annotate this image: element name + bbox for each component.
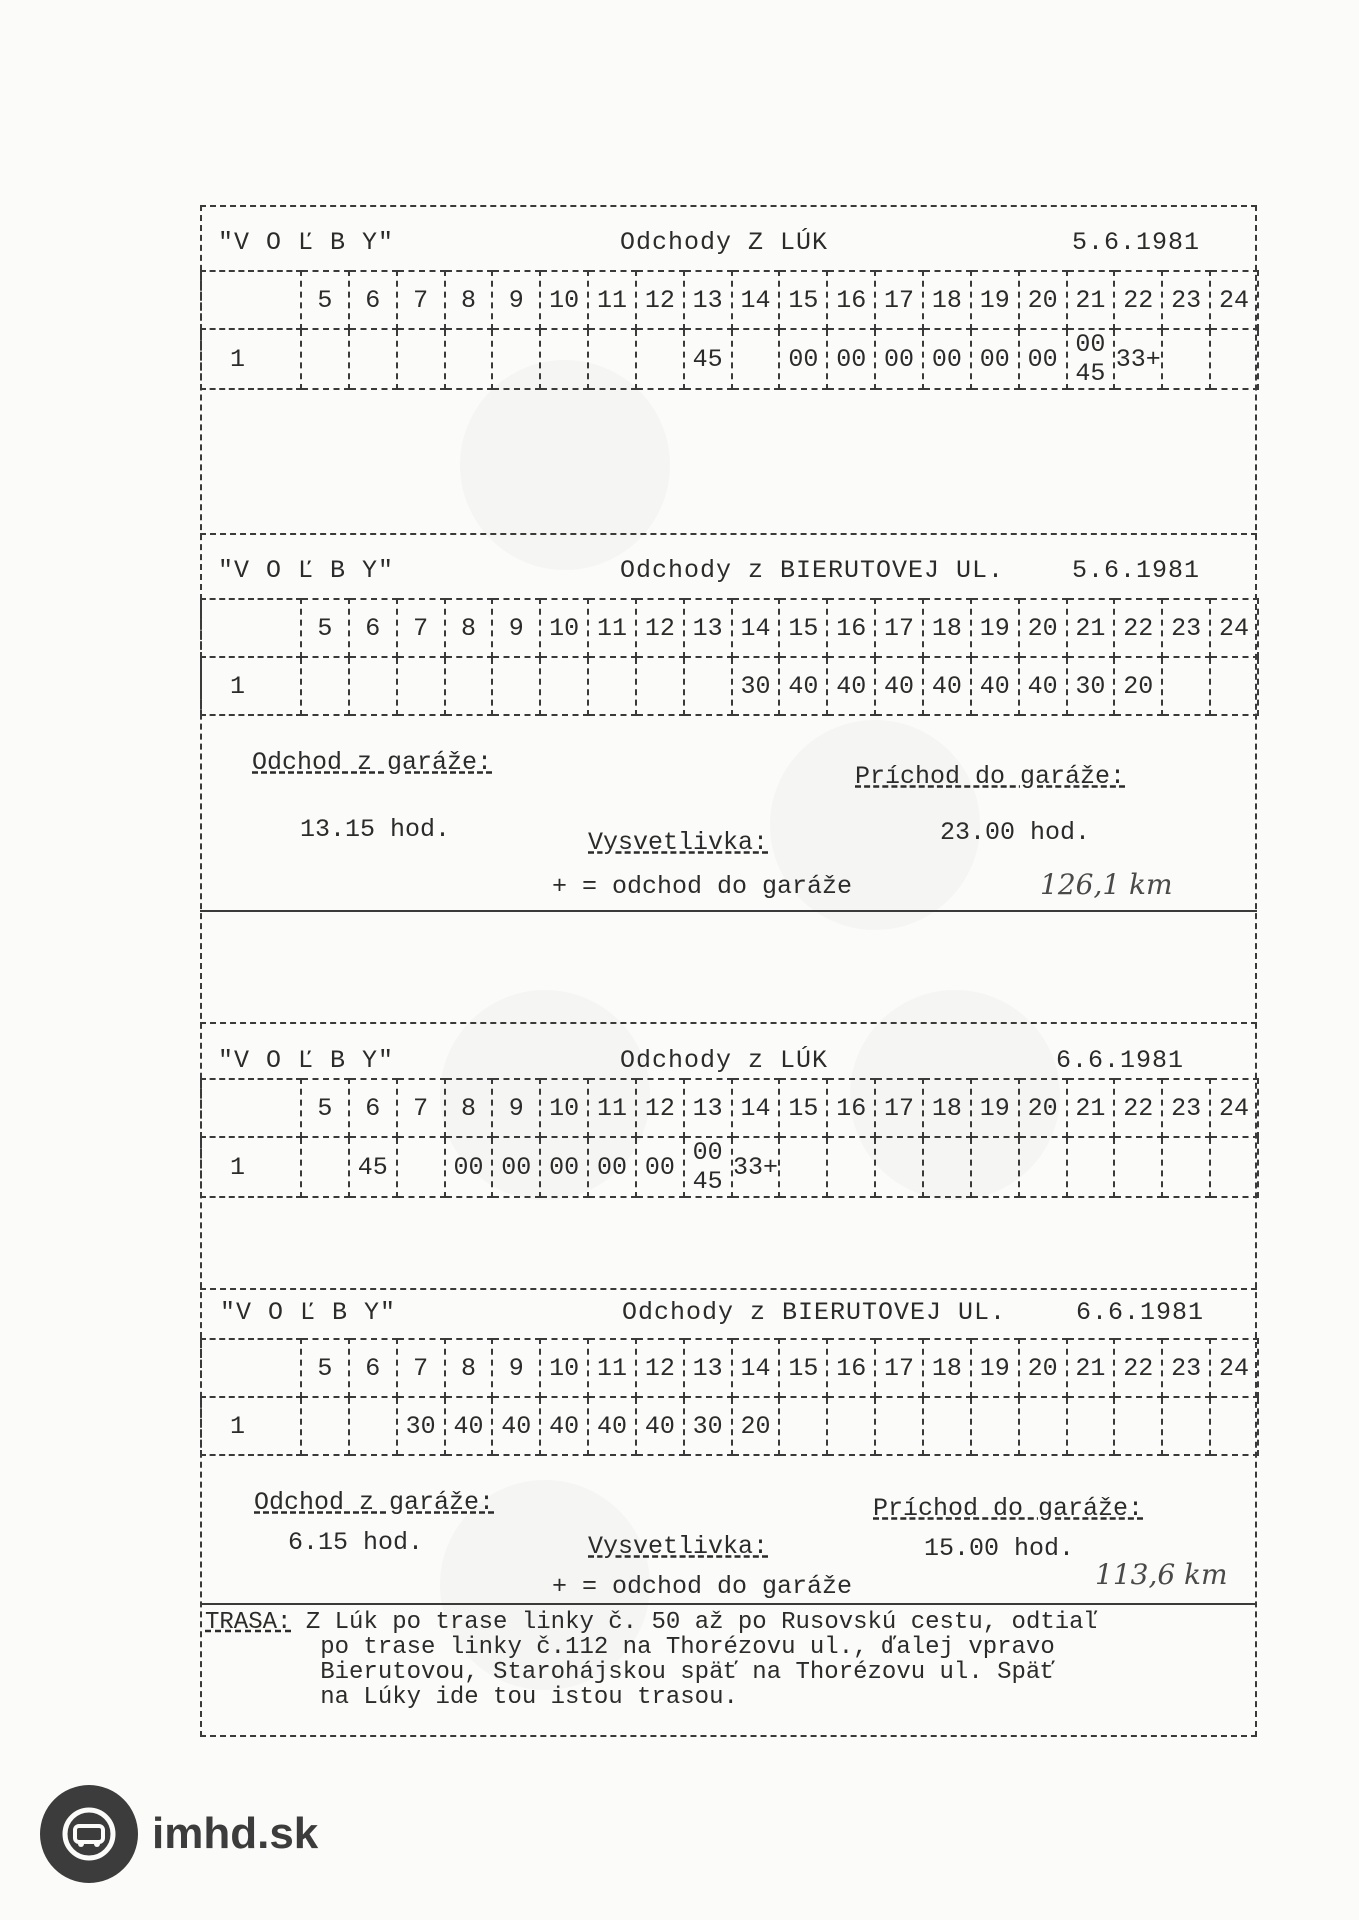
departure-cell: [1210, 1137, 1258, 1197]
hour-header: 13: [684, 271, 732, 329]
hour-header: 18: [923, 599, 971, 657]
hour-header: 14: [732, 1339, 780, 1397]
departure-cell: 40: [971, 657, 1019, 715]
trasa-line-1: Z Lúk po trase linky č. 50 až po Rusovskú cestu, odtiaľ: [305, 1609, 1098, 1636]
hour-header: 19: [971, 1079, 1019, 1137]
trasa-line-3: Bierutovou, Starohájskou späť na Thorézovu ul. Späť: [320, 1659, 1055, 1686]
hour-header: 6: [349, 1339, 397, 1397]
hour-header: 23: [1162, 1079, 1210, 1137]
departure-cell: [492, 329, 540, 389]
departure-cell: [1210, 1397, 1258, 1455]
departure-cell: [301, 657, 349, 715]
hour-header: 14: [732, 1079, 780, 1137]
departure-cell: [540, 657, 588, 715]
hour-header: 5: [301, 271, 349, 329]
departure-cell: 33+: [732, 1137, 780, 1197]
section-date: 5.6.1981: [1072, 556, 1201, 585]
section-title: "V O Ľ B Y": [218, 1046, 395, 1075]
departure-cell: [1067, 1397, 1115, 1455]
departure-cell: [301, 1397, 349, 1455]
corner-cell: [201, 1339, 301, 1397]
hour-header: 20: [1019, 1339, 1067, 1397]
hour-header: 16: [827, 1339, 875, 1397]
hour-header: 13: [684, 1079, 732, 1137]
hour-header: 15: [779, 1339, 827, 1397]
hour-header: 16: [827, 1079, 875, 1137]
section-route: Odchody Z LÚK: [620, 228, 829, 257]
hour-header: 8: [445, 1079, 493, 1137]
hour-header: 13: [684, 599, 732, 657]
hour-header: 6: [349, 1079, 397, 1137]
hour-header: 23: [1162, 271, 1210, 329]
corner-cell: [201, 599, 301, 657]
hour-header: 9: [492, 1339, 540, 1397]
departure-cell: [397, 329, 445, 389]
departure-cell: 40: [923, 657, 971, 715]
hour-header: 21: [1067, 599, 1115, 657]
hour-header: 22: [1114, 599, 1162, 657]
departure-cell: [349, 1397, 397, 1455]
departure-cell: [1210, 657, 1258, 715]
hour-header: 17: [875, 1339, 923, 1397]
hour-header: 6: [349, 599, 397, 657]
hour-header: 11: [588, 271, 636, 329]
hour-header: 14: [732, 271, 780, 329]
timetable-table: [200, 1338, 1259, 1456]
hour-header: 11: [588, 1079, 636, 1137]
departure-cell: 33+: [1114, 329, 1162, 389]
hour-header: 15: [779, 1079, 827, 1137]
departure-cell: 00: [827, 329, 875, 389]
departure-cell: [1019, 1397, 1067, 1455]
departure-cell: [1114, 1397, 1162, 1455]
hour-header: 21: [1067, 271, 1115, 329]
timetable-table: [200, 1078, 1259, 1198]
hour-header: 6: [349, 271, 397, 329]
departure-cell: [923, 1137, 971, 1197]
timetable-grid: [200, 598, 1259, 716]
departure-cell: [779, 1397, 827, 1455]
hour-header: 17: [875, 271, 923, 329]
departure-cell: [1067, 1137, 1115, 1197]
departure-cell: [971, 1137, 1019, 1197]
departure-cell: [971, 1397, 1019, 1455]
departure-cell: 00: [588, 1137, 636, 1197]
prichod-time: 15.00 hod.: [924, 1534, 1075, 1563]
hour-header: 9: [492, 599, 540, 657]
legend-text: + = odchod do garáže: [552, 1572, 853, 1601]
hour-header: 20: [1019, 599, 1067, 657]
departure-cell: 30: [1067, 657, 1115, 715]
hour-header: 7: [397, 599, 445, 657]
departure-cell: 45: [684, 329, 732, 389]
section-date: 5.6.1981: [1072, 228, 1201, 257]
hour-header: 22: [1114, 271, 1162, 329]
hour-header: 9: [492, 271, 540, 329]
timetable-table: [200, 598, 1259, 716]
section-route: Odchody z BIERUTOVEJ UL.: [622, 1298, 1007, 1327]
departure-cell: [301, 329, 349, 389]
hour-header: 19: [971, 1339, 1019, 1397]
odchod-label: Odchod z garáže:: [254, 1488, 495, 1517]
departure-cell: [1162, 657, 1210, 715]
hour-header: 16: [827, 271, 875, 329]
vysvetlivka-label: Vysvetlivka:: [588, 828, 769, 857]
section-date: 6.6.1981: [1076, 1298, 1205, 1327]
handwritten-distance: 113,6 km: [1095, 1558, 1228, 1591]
departure-cell: [1114, 1137, 1162, 1197]
section-date: 6.6.1981: [1056, 1046, 1185, 1075]
trasa-label: TRASA:: [205, 1609, 292, 1636]
hour-header: 14: [732, 599, 780, 657]
departure-cell: [636, 657, 684, 715]
hour-header: 22: [1114, 1339, 1162, 1397]
departure-cell: [397, 657, 445, 715]
hour-header: 10: [540, 1079, 588, 1137]
trasa-line-2: po trase linky č.112 na Thorézovu ul., ďalej vpravo: [320, 1634, 1055, 1661]
hour-header: 18: [923, 1079, 971, 1137]
departure-cell: [445, 657, 493, 715]
departure-cell: [1162, 329, 1210, 389]
departure-cell: 40: [827, 657, 875, 715]
hour-header: 22: [1114, 1079, 1162, 1137]
timetable-grid: [200, 1338, 1259, 1456]
hour-header: 24: [1210, 599, 1258, 657]
departure-cell: 00: [636, 1137, 684, 1197]
departure-cell: [1019, 1137, 1067, 1197]
departure-cell: 00: [445, 1137, 493, 1197]
hour-header: 5: [301, 599, 349, 657]
departure-cell: 00: [779, 329, 827, 389]
imhd-logo: [40, 1785, 318, 1883]
departure-cell: 00 45: [1067, 329, 1115, 389]
hour-header: 10: [540, 599, 588, 657]
hour-header: 12: [636, 271, 684, 329]
departure-cell: 00: [1019, 329, 1067, 389]
row-label: 1: [201, 1137, 301, 1197]
logo-text: imhd.sk: [152, 1809, 319, 1858]
departure-cell: 00: [540, 1137, 588, 1197]
departure-cell: [732, 329, 780, 389]
departure-cell: [875, 1397, 923, 1455]
hour-header: 20: [1019, 271, 1067, 329]
hour-header: 5: [301, 1339, 349, 1397]
timetable-table: [200, 270, 1259, 390]
row-label: 1: [201, 329, 301, 389]
departure-cell: 40: [636, 1397, 684, 1455]
hour-header: 5: [301, 1079, 349, 1137]
departure-cell: 40: [492, 1397, 540, 1455]
hour-header: 18: [923, 271, 971, 329]
departure-cell: [1162, 1397, 1210, 1455]
hour-header: 12: [636, 1079, 684, 1137]
section-title: "V O Ľ B Y": [220, 1298, 397, 1327]
hour-header: 7: [397, 1079, 445, 1137]
departure-cell: 40: [540, 1397, 588, 1455]
timetable-grid: [200, 270, 1259, 390]
hour-header: 13: [684, 1339, 732, 1397]
departure-cell: [875, 1137, 923, 1197]
hour-header: 23: [1162, 599, 1210, 657]
departure-cell: [349, 657, 397, 715]
corner-cell: [201, 1079, 301, 1137]
departure-cell: [349, 329, 397, 389]
departure-cell: 40: [875, 657, 923, 715]
departure-cell: [301, 1137, 349, 1197]
prichod-time: 23.00 hod.: [940, 818, 1091, 847]
prichod-label: Príchod do garáže:: [873, 1494, 1144, 1523]
route-description: [205, 1610, 1098, 1710]
section-title: "V O Ľ B Y": [218, 556, 395, 585]
departure-cell: [636, 329, 684, 389]
hour-header: 17: [875, 599, 923, 657]
hour-header: 11: [588, 599, 636, 657]
odchod-time: 13.15 hod.: [300, 815, 451, 844]
hour-header: 21: [1067, 1339, 1115, 1397]
departure-cell: 00: [971, 329, 1019, 389]
hour-header: 15: [779, 599, 827, 657]
hour-header: 12: [636, 1339, 684, 1397]
hour-header: 10: [540, 1339, 588, 1397]
hour-header: 17: [875, 1079, 923, 1137]
hour-header: 15: [779, 271, 827, 329]
departure-cell: [588, 329, 636, 389]
hour-header: 7: [397, 1339, 445, 1397]
hour-header: 7: [397, 271, 445, 329]
departure-cell: 30: [732, 657, 780, 715]
hour-header: 24: [1210, 1339, 1258, 1397]
departure-cell: 00: [923, 329, 971, 389]
hour-header: 21: [1067, 1079, 1115, 1137]
departure-cell: [827, 1397, 875, 1455]
departure-cell: 45: [349, 1137, 397, 1197]
bus-icon: [40, 1785, 138, 1883]
hour-header: 16: [827, 599, 875, 657]
hour-header: 24: [1210, 1079, 1258, 1137]
departure-cell: 00: [875, 329, 923, 389]
departure-cell: 30: [684, 1397, 732, 1455]
departure-cell: 40: [445, 1397, 493, 1455]
hour-header: 8: [445, 599, 493, 657]
departure-cell: [1210, 329, 1258, 389]
departure-cell: [1162, 1137, 1210, 1197]
row-label: 1: [201, 1397, 301, 1455]
legend-text: + = odchod do garáže: [552, 872, 853, 901]
hour-header: 18: [923, 1339, 971, 1397]
hour-header: 20: [1019, 1079, 1067, 1137]
row-label: 1: [201, 657, 301, 715]
departure-cell: [492, 657, 540, 715]
departure-cell: 20: [732, 1397, 780, 1455]
section-route: Odchody z LÚK: [620, 1046, 829, 1075]
vysvetlivka-label: Vysvetlivka:: [588, 1532, 769, 1561]
trasa-line-4: na Lúky ide tou istou trasou.: [320, 1684, 738, 1711]
departure-cell: [923, 1397, 971, 1455]
hour-header: 19: [971, 599, 1019, 657]
section-title: "V O Ľ B Y": [218, 228, 395, 257]
departure-cell: 00 45: [684, 1137, 732, 1197]
hour-header: 19: [971, 271, 1019, 329]
odchod-label: Odchod z garáže:: [252, 748, 493, 777]
odchod-time: 6.15 hod.: [288, 1528, 424, 1557]
departure-cell: [588, 657, 636, 715]
handwritten-distance: 126,1 km: [1040, 868, 1173, 901]
timetable-grid: [200, 1078, 1259, 1198]
departure-cell: [445, 329, 493, 389]
hour-header: 11: [588, 1339, 636, 1397]
hour-header: 23: [1162, 1339, 1210, 1397]
corner-cell: [201, 271, 301, 329]
departure-cell: 30: [397, 1397, 445, 1455]
hour-header: 12: [636, 599, 684, 657]
departure-cell: [540, 329, 588, 389]
departure-cell: [684, 657, 732, 715]
hour-header: 8: [445, 1339, 493, 1397]
hour-header: 9: [492, 1079, 540, 1137]
departure-cell: [827, 1137, 875, 1197]
departure-cell: 40: [1019, 657, 1067, 715]
departure-cell: 00: [492, 1137, 540, 1197]
departure-cell: 40: [779, 657, 827, 715]
departure-cell: 20: [1114, 657, 1162, 715]
departure-cell: [397, 1137, 445, 1197]
departure-cell: 40: [588, 1397, 636, 1455]
section-route: Odchody z BIERUTOVEJ UL.: [620, 556, 1005, 585]
prichod-label: Príchod do garáže:: [855, 762, 1126, 791]
hour-header: 10: [540, 271, 588, 329]
hour-header: 24: [1210, 271, 1258, 329]
hour-header: 8: [445, 271, 493, 329]
departure-cell: [779, 1137, 827, 1197]
